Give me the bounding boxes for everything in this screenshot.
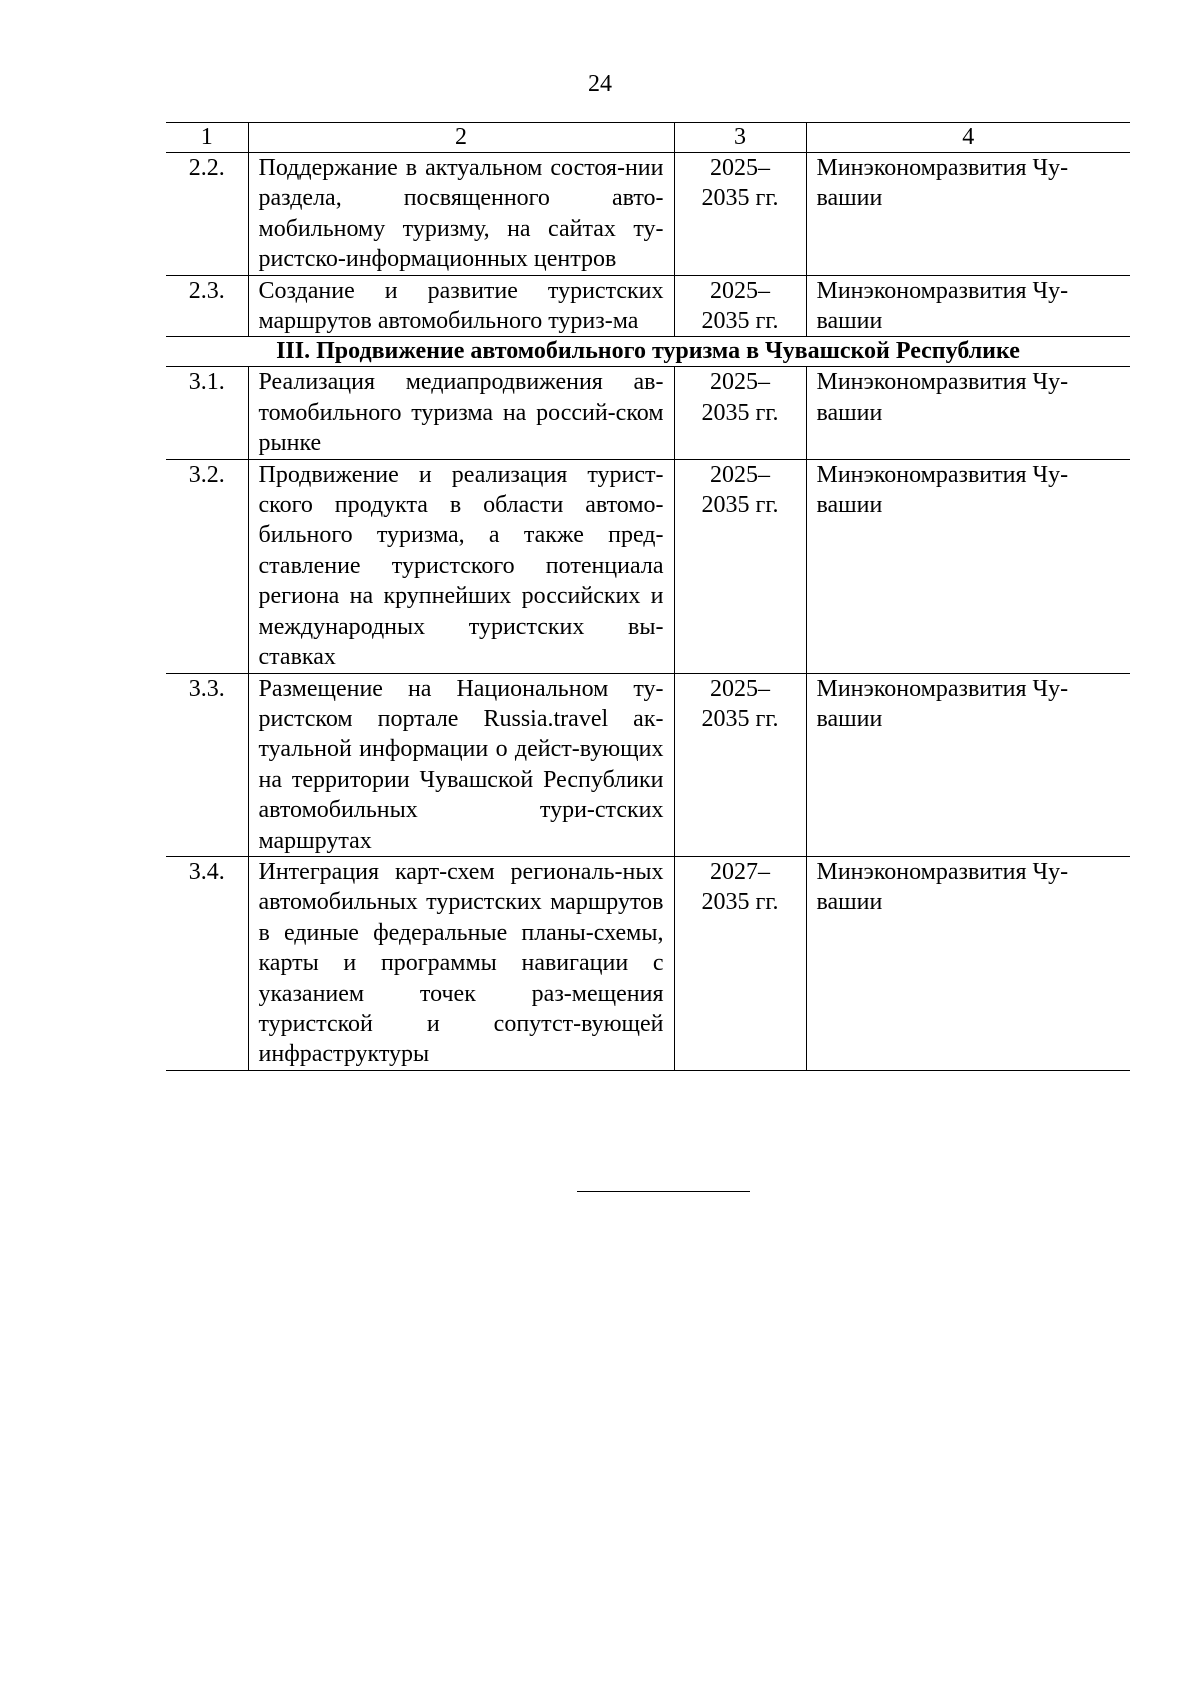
table-header-row bbox=[166, 123, 1130, 153]
table-row bbox=[166, 367, 1130, 459]
row-responsible: Минэкономразвития Чу-вашии bbox=[806, 459, 1130, 673]
row-period: 2025– 2035 гг. bbox=[674, 673, 806, 856]
column-header: 2 bbox=[248, 123, 674, 153]
row-period: 2025– 2035 гг. bbox=[674, 367, 806, 459]
measures-table bbox=[166, 122, 1130, 1071]
table-row bbox=[166, 275, 1130, 337]
row-responsible: Минэкономразвития Чу-вашии bbox=[806, 856, 1130, 1070]
row-period: 2025– 2035 гг. bbox=[674, 275, 806, 337]
row-number: 2.2. bbox=[166, 153, 248, 276]
row-responsible: Минэкономразвития Чу-вашии bbox=[806, 275, 1130, 337]
table-row bbox=[166, 673, 1130, 856]
closing-rule bbox=[577, 1191, 750, 1192]
row-period: 2027– 2035 гг. bbox=[674, 856, 806, 1070]
column-header: 4 bbox=[806, 123, 1130, 153]
section-heading-row bbox=[166, 337, 1130, 367]
row-number: 3.2. bbox=[166, 459, 248, 673]
row-description: Интеграция карт-схем региональ-ных автомобильных туристских маршрутов в единые федеральные планы-схемы, карты и программы навигации с указанием точек раз-мещения туристской и сопутст-вующей инфраструктуры bbox=[248, 856, 674, 1070]
row-number: 3.4. bbox=[166, 856, 248, 1070]
row-description: Размещение на Национальном ту-ристском портале Russia.travel ак-туальной информации о дейст-вующих на территории Чувашской Республики автомобильных тури-стских маршрутах bbox=[248, 673, 674, 856]
table-row bbox=[166, 459, 1130, 673]
section-title: III. Продвижение автомобильного туризма в Чувашской Республике bbox=[166, 337, 1130, 367]
row-description: Продвижение и реализация турист-ского продукта в области автомо-бильного туризма, а также пред-ставление туристского потенциала региона на крупнейших российских и международных туристских вы-ставках bbox=[248, 459, 674, 673]
row-number: 2.3. bbox=[166, 275, 248, 337]
row-description: Реализация медиапродвижения ав-томобильного туризма на россий-ском рынке bbox=[248, 367, 674, 459]
row-responsible: Минэкономразвития Чу-вашии bbox=[806, 153, 1130, 276]
page-number: 24 bbox=[588, 71, 612, 97]
row-number: 3.3. bbox=[166, 673, 248, 856]
column-header: 3 bbox=[674, 123, 806, 153]
row-number: 3.1. bbox=[166, 367, 248, 459]
row-description: Поддержание в актуальном состоя-нии раздела, посвященного авто-мобильному туризму, на сайтах ту-ристско-информационных центров bbox=[248, 153, 674, 276]
row-period: 2025– 2035 гг. bbox=[674, 153, 806, 276]
table-row bbox=[166, 856, 1130, 1070]
row-responsible: Минэкономразвития Чу-вашии bbox=[806, 367, 1130, 459]
table-row bbox=[166, 153, 1130, 276]
row-period: 2025– 2035 гг. bbox=[674, 459, 806, 673]
row-responsible: Минэкономразвития Чу-вашии bbox=[806, 673, 1130, 856]
row-description: Создание и развитие туристских маршрутов автомобильного туриз-ма bbox=[248, 275, 674, 337]
column-header: 1 bbox=[166, 123, 248, 153]
